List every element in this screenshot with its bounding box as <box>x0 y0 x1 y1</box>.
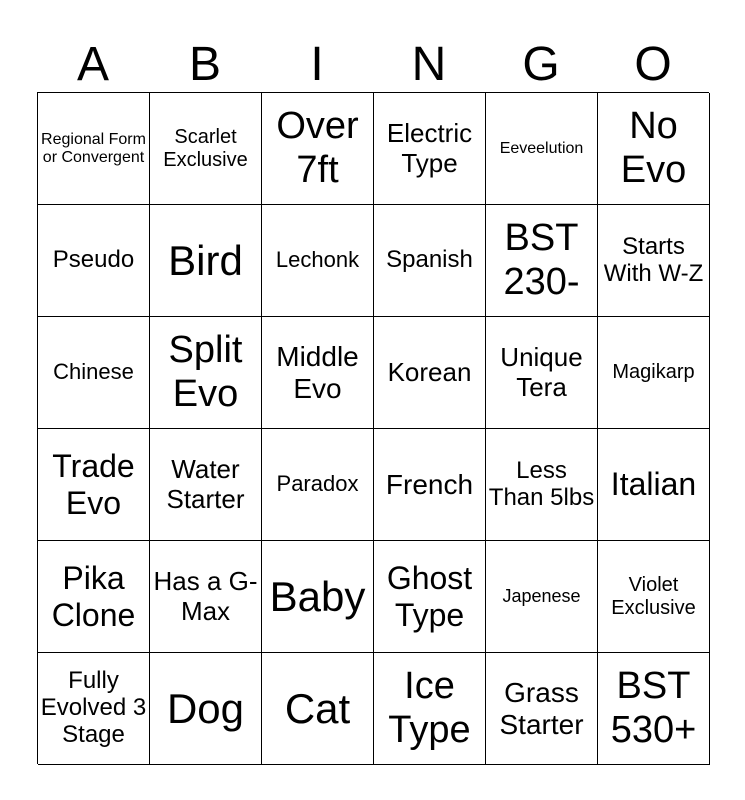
bingo-cell[interactable]: Korean <box>374 317 486 429</box>
bingo-cell[interactable]: BST 230- <box>486 205 598 317</box>
bingo-cell[interactable]: Baby <box>262 541 374 653</box>
bingo-cell[interactable]: Less Than 5lbs <box>486 429 598 541</box>
bingo-cell[interactable]: Scarlet Exclusive <box>150 93 262 205</box>
bingo-cell[interactable]: Chinese <box>38 317 150 429</box>
header-letter-b: B <box>188 38 221 91</box>
bingo-cell[interactable]: Magikarp <box>598 317 710 429</box>
bingo-cell[interactable]: Italian <box>598 429 710 541</box>
bingo-cell[interactable]: Ice Type <box>374 653 486 765</box>
bingo-cell[interactable]: Ghost Type <box>374 541 486 653</box>
bingo-cell[interactable]: Paradox <box>262 429 374 541</box>
bingo-cell[interactable]: Eeveelution <box>486 93 598 205</box>
bingo-header <box>37 38 709 92</box>
bingo-cell[interactable]: Regional Form or Convergent <box>38 93 150 205</box>
bingo-cell[interactable]: Unique Tera <box>486 317 598 429</box>
bingo-cell[interactable]: Grass Starter <box>486 653 598 765</box>
header-letter-g: G <box>522 38 560 91</box>
header-letter-a: A <box>76 38 109 91</box>
bingo-cell[interactable]: Has a G-Max <box>150 541 262 653</box>
bingo-cell[interactable]: Pika Clone <box>38 541 150 653</box>
bingo-cell[interactable]: Pseudo <box>38 205 150 317</box>
bingo-cell[interactable]: Water Starter <box>150 429 262 541</box>
bingo-cell[interactable]: Dog <box>150 653 262 765</box>
bingo-cell[interactable]: Spanish <box>374 205 486 317</box>
bingo-cell[interactable]: Electric Type <box>374 93 486 205</box>
bingo-cell[interactable]: Starts With W-Z <box>598 205 710 317</box>
bingo-cell[interactable]: Split Evo <box>150 317 262 429</box>
bingo-cell[interactable]: Over 7ft <box>262 93 374 205</box>
bingo-cell[interactable]: Violet Exclusive <box>598 541 710 653</box>
bingo-cell[interactable]: Trade Evo <box>38 429 150 541</box>
bingo-cell[interactable]: French <box>374 429 486 541</box>
bingo-cell[interactable]: Middle Evo <box>262 317 374 429</box>
bingo-cell[interactable]: Lechonk <box>262 205 374 317</box>
header-letter-o: O <box>634 38 672 91</box>
header-letter-i: I <box>310 38 324 91</box>
header-letter-n: N <box>411 38 447 91</box>
bingo-cell[interactable]: Bird <box>150 205 262 317</box>
bingo-grid <box>37 92 709 764</box>
bingo-cell[interactable]: Fully Evolved 3 Stage <box>38 653 150 765</box>
bingo-cell[interactable]: Cat <box>262 653 374 765</box>
bingo-cell[interactable]: Japenese <box>486 541 598 653</box>
bingo-cell[interactable]: No Evo <box>598 93 710 205</box>
bingo-cell[interactable]: BST 530+ <box>598 653 710 765</box>
